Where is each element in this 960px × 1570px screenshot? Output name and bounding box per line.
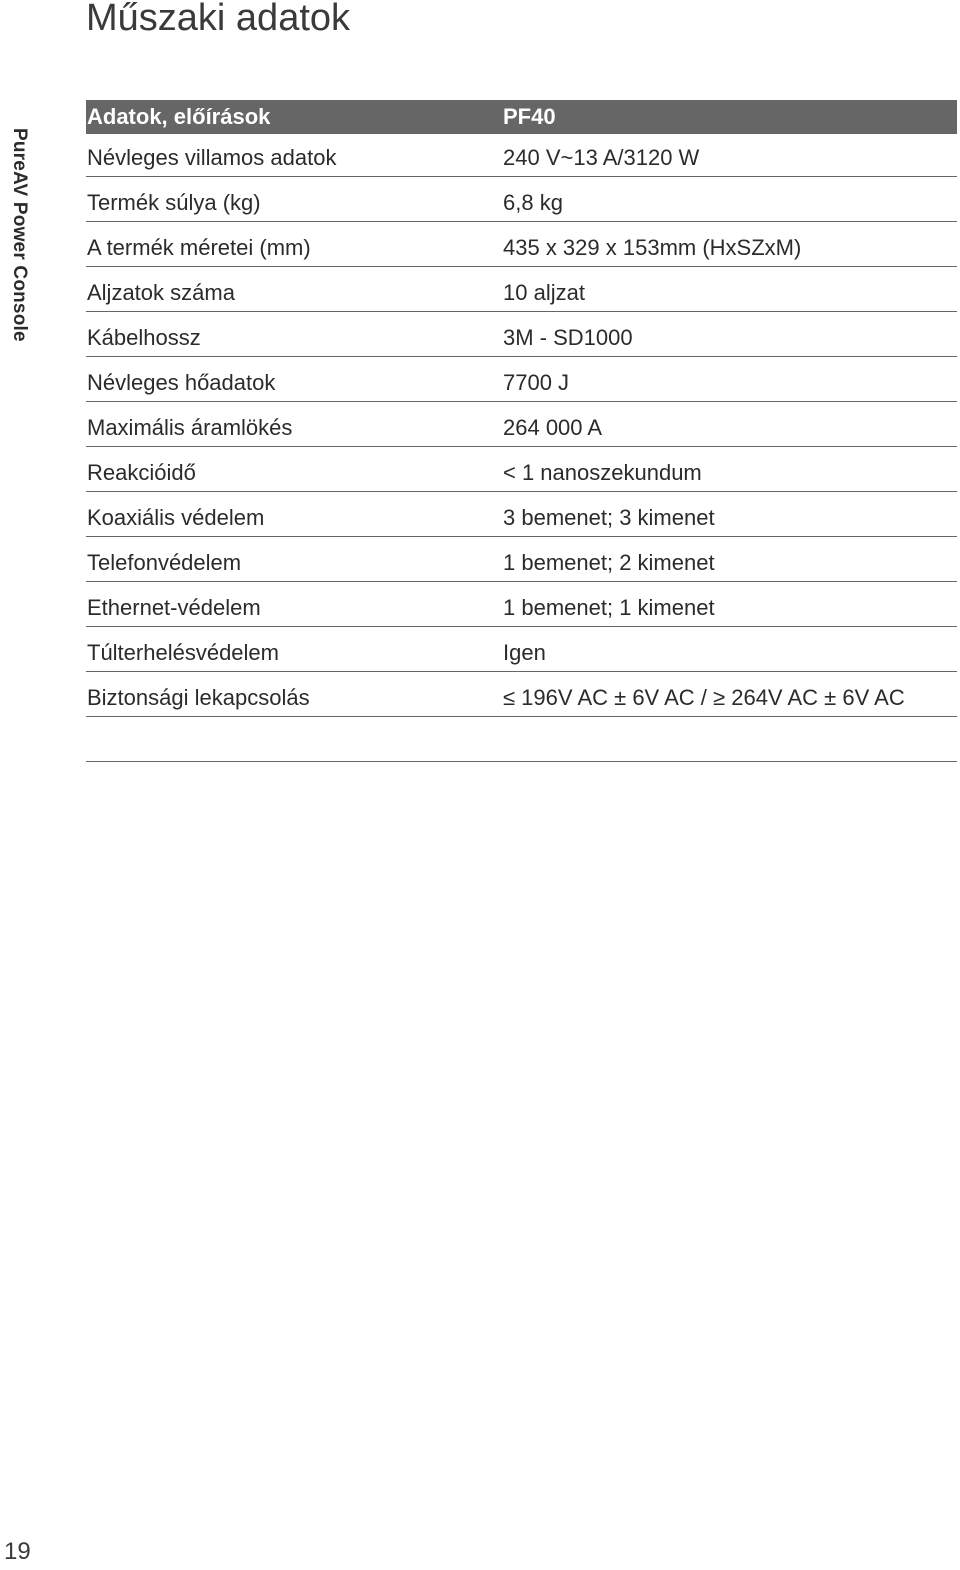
row-value: < 1 nanoszekundum [503, 460, 702, 485]
row-label: Biztonsági lekapcsolás [87, 685, 310, 710]
row-value: 1 bemenet; 1 kimenet [503, 595, 715, 620]
table-row [86, 312, 957, 357]
row-value: 264 000 A [503, 415, 603, 440]
page-title: Műszaki adatok [86, 0, 351, 39]
row-label: Telefonvédelem [87, 550, 242, 575]
table-row [86, 177, 957, 222]
row-label: Névleges hőadatok [87, 370, 276, 395]
row-value: 10 aljzat [503, 280, 585, 305]
table-row [86, 447, 957, 492]
header-label: Adatok, előírások [87, 104, 271, 129]
row-value: 3M - SD1000 [503, 325, 633, 350]
row-label: Maximális áramlökés [87, 415, 293, 440]
spec-table-header [86, 100, 957, 134]
row-value: ≤ 196V AC ± 6V AC / ≥ 264V AC ± 6V AC [503, 685, 905, 710]
table-row [86, 222, 957, 267]
row-label: Koaxiális védelem [87, 505, 265, 530]
table-row [86, 357, 957, 402]
table-row [86, 402, 957, 447]
row-label: Túlterhelésvédelem [87, 640, 279, 665]
table-row [86, 627, 957, 672]
table-row [86, 134, 957, 177]
row-value: 7700 J [503, 370, 570, 395]
row-label: Termék súlya (kg) [87, 190, 261, 215]
table-row [86, 537, 957, 582]
row-label: Aljzatok száma [87, 280, 235, 305]
table-row [86, 492, 957, 537]
page-number: 19 [4, 1538, 31, 1565]
header-value: PF40 [503, 104, 556, 129]
row-value: 435 x 329 x 153mm (HxSZxM) [503, 235, 802, 260]
row-value: 6,8 kg [503, 190, 563, 215]
spec-table [86, 100, 957, 762]
row-value: 3 bemenet; 3 kimenet [503, 505, 715, 530]
row-value: 1 bemenet; 2 kimenet [503, 550, 715, 575]
row-label: Ethernet-védelem [87, 595, 261, 620]
row-label: A termék méretei (mm) [87, 235, 311, 260]
row-value: 240 V~13 A/3120 W [503, 145, 700, 170]
row-label: Névleges villamos adatok [87, 145, 337, 170]
row-value: Igen [503, 640, 546, 665]
row-label: Reakcióidő [87, 460, 196, 485]
table-row [86, 267, 957, 312]
table-row [86, 582, 957, 627]
side-product-label: PureAV Power Console [9, 128, 30, 342]
table-row-empty [86, 717, 957, 762]
row-label: Kábelhossz [87, 325, 201, 350]
table-row [86, 672, 957, 717]
